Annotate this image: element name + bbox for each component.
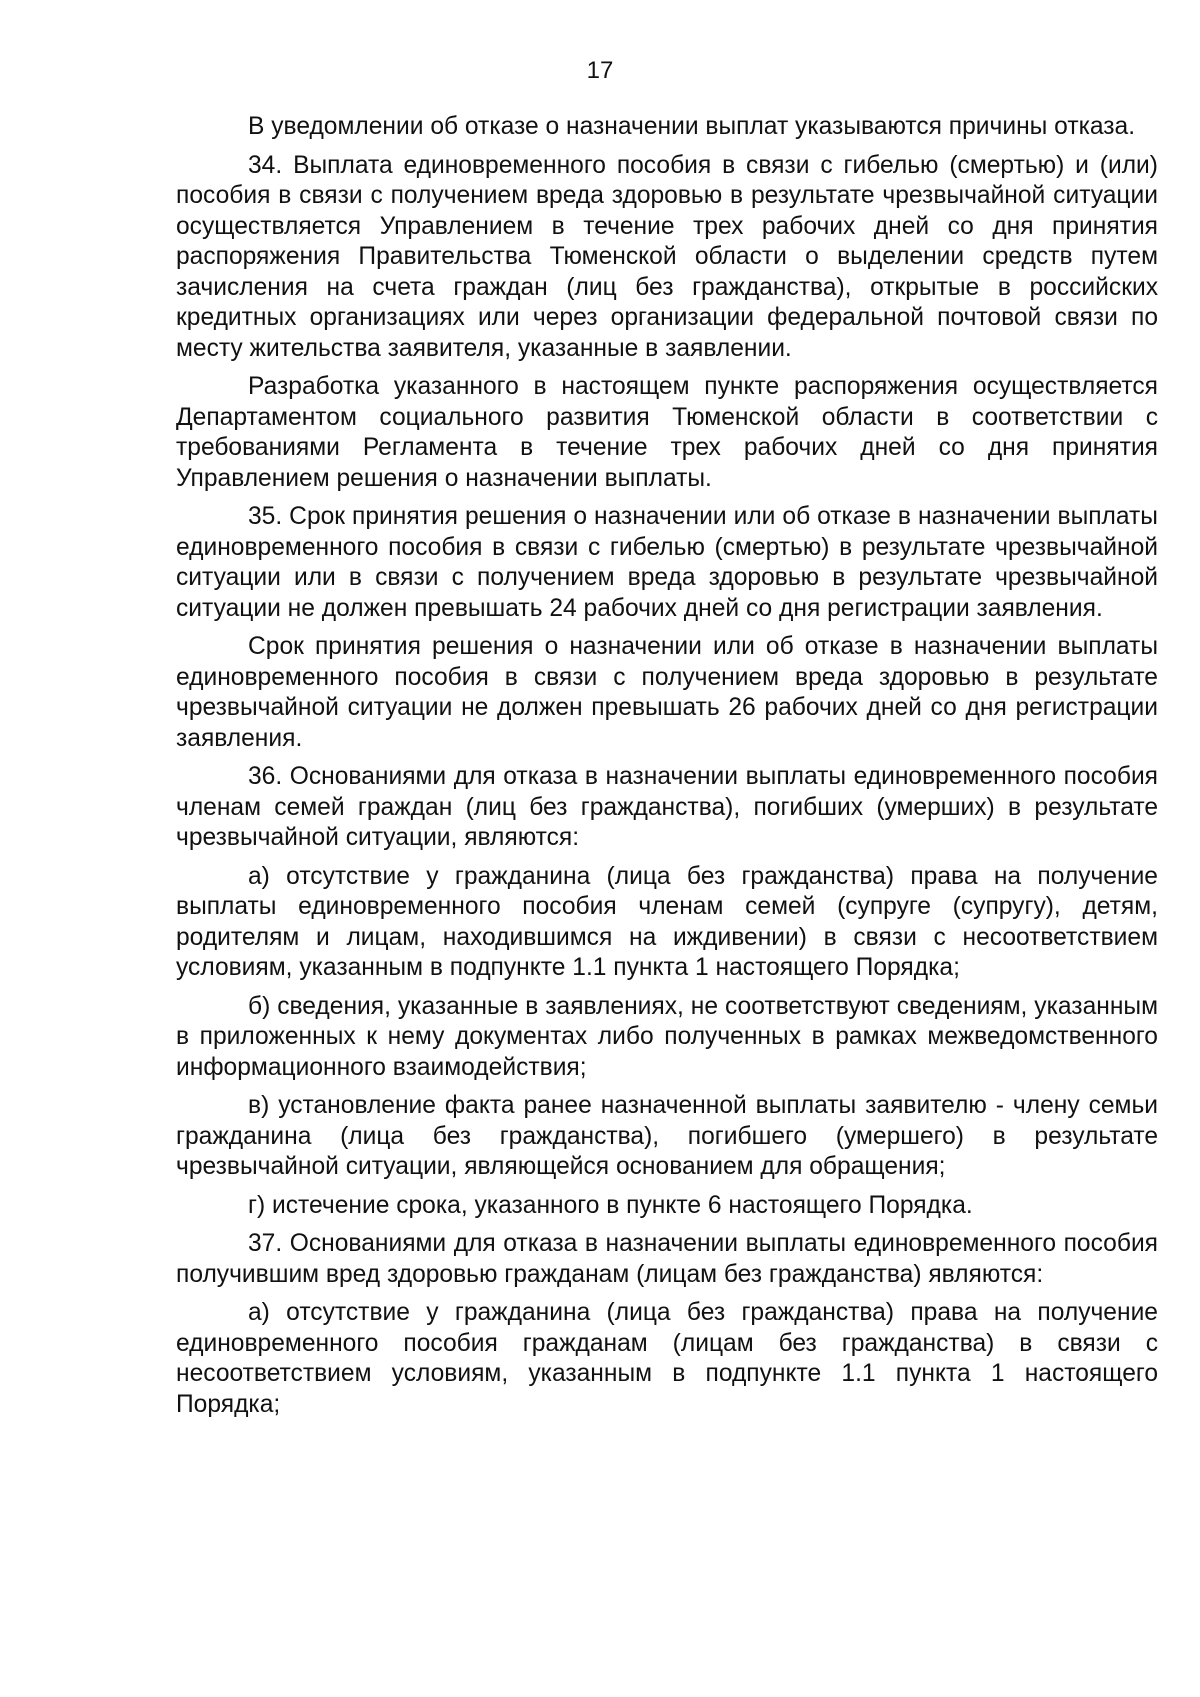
paragraph-item-34: 34. Выплата единовременного пособия в связи с гибелью (смертью) и (или) пособия в связи с получением вреда здоровью в результате чрезвычайной ситуации осуществляется Управлением в течение трех рабочих дней со дня принятия распоряжения Правительства Тюменской области о выделении средств путем зачисления на счета граждан (лиц без гражданства), открытые в российских кредитных организациях или через организации федеральной почтовой связи по месту жительства заявителя, указанные в заявлении. [176,151,1158,362]
paragraph-item-34-development: Разработка указанного в настоящем пункте распоряжения осуществляется Департаментом социального развития Тюменской области в соответствии с требованиями Регламента в течение трех рабочих дней со дня принятия Управлением решения о назначении выплаты. [176,373,1158,492]
document-body [176,112,1158,1428]
paragraph-item-37-a: а) отсутствие у гражданина (лица без гражданства) права на получение единовременного пособия гражданам (лицам без гражданства) в связи с несоответствием условиям, указанным в подпункте 1.1 пункта 1 настоящего Порядка; [176,1299,1158,1418]
paragraph-item-35-term: Срок принятия решения о назначении или об отказе в назначении выплаты единовременного пособия в связи с получением вреда здоровью в результате чрезвычайной ситуации не должен превышать 26 рабочих дней со дня регистрации заявления. [176,633,1158,752]
paragraph-item-36-a: а) отсутствие у гражданина (лица без гражданства) права на получение выплаты единовременного пособия членам семей (супруге (супругу), детям, родителям и лицам, находившимся на иждивении) в связи с несоответствием условиям, указанным в подпункте 1.1 пункта 1 настоящего Порядка; [176,862,1158,981]
paragraph-item-36-g: г) истечение срока, указанного в пункте 6 настоящего Порядка. [248,1191,973,1219]
paragraph-item-35: 35. Срок принятия решения о назначении или об отказе в назначении выплаты единовременного пособия в связи с гибелью (смертью) в результате чрезвычайной ситуации или в связи с получением вреда здоровью в результате чрезвычайной ситуации не должен превышать 24 рабочих дней со дня регистрации заявления. [176,503,1158,622]
paragraph-item-36-v: в) установление факта ранее назначенной выплаты заявителю - члену семьи гражданина (лица без гражданства), погибшего (умершего) в результате чрезвычайной ситуации, являющейся основанием для обращения; [176,1092,1158,1180]
paragraph-item-36-b: б) сведения, указанные в заявлениях, не соответствуют сведениям, указанным в приложенных к нему документах либо полученных в рамках межведомственного информационного взаимодействия; [176,992,1158,1081]
paragraph-item-36: 36. Основаниями для отказа в назначении выплаты единовременного пособия членам семей граждан (лиц без гражданства), погибших (умерших) в результате чрезвычайной ситуации, являются: [176,763,1158,851]
page-number: 17 [586,57,614,84]
paragraph-refusal-notice: В уведомлении об отказе о назначении выплат указываются причины отказа. [248,113,1136,140]
paragraph-item-37: 37. Основаниями для отказа в назначении выплаты единовременного пособия получившим вред здоровью гражданам (лицам без гражданства) являются: [176,1230,1158,1288]
